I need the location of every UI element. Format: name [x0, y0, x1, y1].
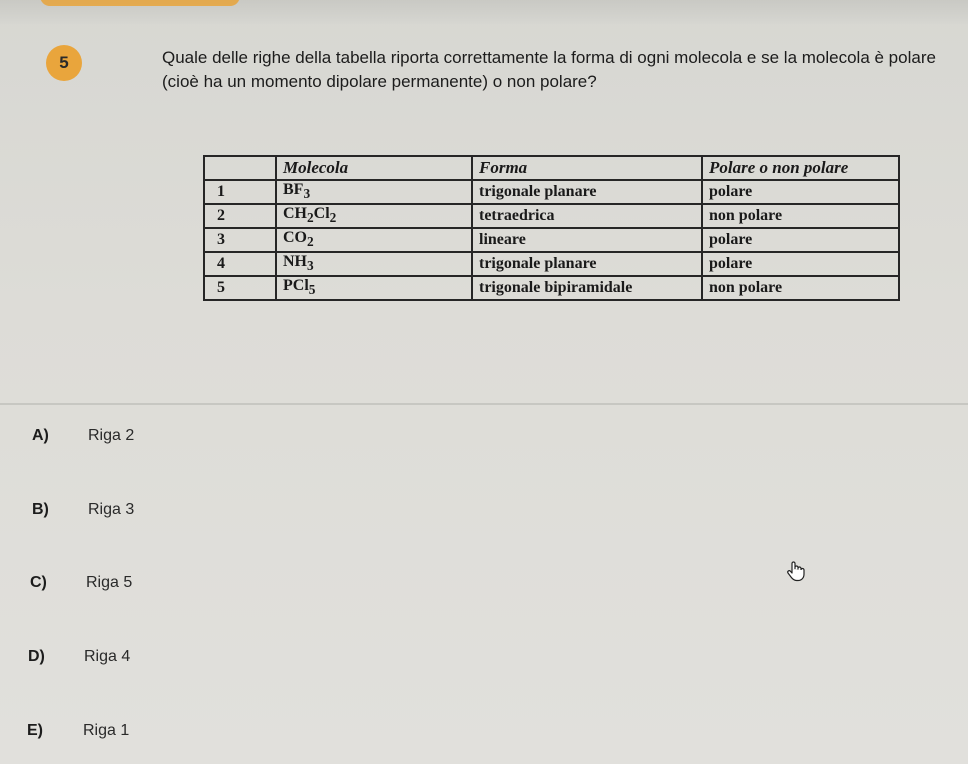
answer-text: Riga 3 [88, 501, 135, 518]
answer-letter: E) [27, 722, 43, 739]
molecule-formula: $BF_3$ [276, 180, 472, 204]
header-polarity: Polare o non polare [702, 156, 899, 180]
molecule-shape: lineare [472, 228, 702, 252]
top-toolbar-strip [0, 0, 968, 24]
header-forma: Forma [472, 156, 702, 180]
table-row [204, 228, 899, 252]
molecule-formula: $CO_2$ [276, 228, 472, 252]
answer-option-c[interactable] [30, 574, 132, 592]
answer-text: Riga 1 [83, 722, 130, 739]
answer-option-b[interactable] [32, 501, 134, 519]
row-number: 3 [204, 228, 276, 252]
hand-pointer-icon [785, 560, 807, 582]
table-header-row [204, 156, 899, 180]
molecule-polarity: polare [702, 180, 899, 204]
molecule-shape: trigonale planare [472, 180, 702, 204]
molecule-polarity: non polare [702, 276, 899, 300]
molecule-polarity: non polare [702, 204, 899, 228]
molecule-shape: trigonale bipiramidale [472, 276, 702, 300]
table-row [204, 180, 899, 204]
question-number: 5 [59, 53, 69, 72]
header-number [204, 156, 276, 180]
question-text: Quale delle righe della tabella riporta correttamente la forma di ogni molecola e se la molecola è polare (cioè ha un momento dipolare permanente) o non polare? [162, 48, 936, 91]
molecule-shape: tetraedrica [472, 204, 702, 228]
answer-text: Riga 5 [86, 574, 133, 591]
table-row [204, 204, 899, 228]
table-row [204, 276, 899, 300]
molecule-table [203, 155, 900, 301]
answer-option-a[interactable] [32, 427, 134, 445]
row-number: 2 [204, 204, 276, 228]
row-number: 4 [204, 252, 276, 276]
header-molecola: Molecola [276, 156, 472, 180]
molecule-formula: PCl$_5$ [276, 276, 472, 300]
table-row [204, 252, 899, 276]
answer-letter: D) [28, 648, 45, 665]
molecule-formula: $CH_2Cl_2$ [276, 204, 472, 228]
answer-text: Riga 4 [84, 648, 131, 665]
molecule-polarity: polare [702, 228, 899, 252]
answer-option-e[interactable] [27, 722, 129, 740]
question-number-badge [46, 45, 82, 81]
molecule-shape: trigonale planare [472, 252, 702, 276]
orange-tab [40, 0, 240, 6]
section-divider [0, 403, 968, 405]
molecule-polarity: polare [702, 252, 899, 276]
answer-option-d[interactable] [28, 648, 130, 666]
row-number: 1 [204, 180, 276, 204]
answer-text: Riga 2 [88, 427, 135, 444]
molecule-formula: $NH_3$ [276, 252, 472, 276]
answer-letter: B) [32, 501, 49, 518]
answer-letter: C) [30, 574, 47, 591]
row-number: 5 [204, 276, 276, 300]
answer-letter: A) [32, 427, 49, 444]
